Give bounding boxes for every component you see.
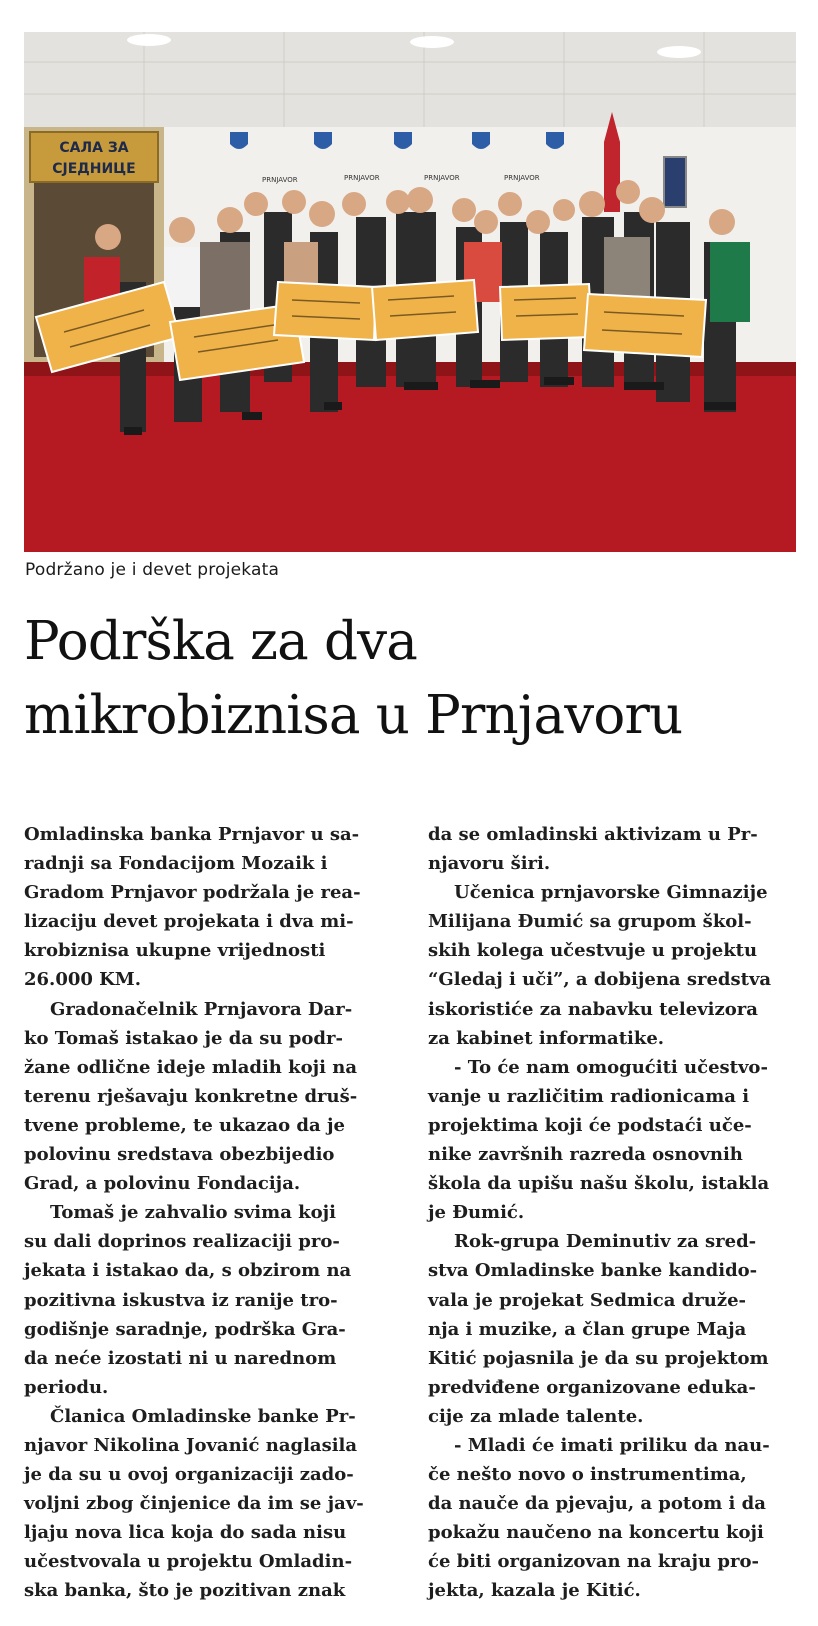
article-paragraph (24, 1198, 398, 1402)
article-paragraph (24, 1402, 398, 1606)
text-line: učestvovala u projektu Omladin- (24, 1551, 353, 1573)
text-line: Članica Omladinske banke Pr- (50, 1405, 356, 1427)
svg-text:PRNJAVOR: PRNJAVOR (424, 174, 460, 182)
text-line: periodu. (24, 1376, 109, 1398)
text-line: su dali doprinos realizaciji pro- (24, 1231, 340, 1253)
text-line: tvene probleme, te ukazao da je (24, 1114, 345, 1136)
text-line: terenu rješavaju konkretne druš- (24, 1085, 358, 1107)
text-line: predviđene organizovane eduka- (428, 1376, 756, 1398)
article-paragraph (428, 878, 802, 1053)
text-line: skih kolega učestvuje u projektu (428, 940, 758, 962)
headline-line: Podrška za dva (24, 611, 418, 672)
group-photo-illustration (24, 32, 796, 552)
article-headline (24, 605, 804, 753)
text-line: za kabinet informatike. (428, 1027, 665, 1049)
text-line: 26.000 KM. (24, 969, 141, 991)
text-line: vala je projekat Sedmica druže- (428, 1289, 746, 1311)
ceiling-light (657, 46, 701, 58)
text-line: da nauče da pjevaju, a potom i da (428, 1493, 766, 1515)
text-line: radnji sa Fondacijom Mozaik i (24, 853, 328, 875)
room-sign-line1: САЛА ЗА (59, 140, 129, 156)
text-line: žane odlične ideje mladih koji na (24, 1056, 357, 1078)
text-line: lizaciju devet projekata i dva mi- (24, 911, 354, 933)
svg-text:PRNJAVOR: PRNJAVOR (504, 174, 540, 182)
article-paragraph (428, 1227, 802, 1431)
text-line: pozitivna iskustva iz ranije tro- (24, 1289, 338, 1311)
photo-caption: Podržano je i devet projekata (25, 560, 280, 580)
text-line: njavor Nikolina Jovanić naglasila (24, 1434, 358, 1456)
text-line: Rok-grupa Deminutiv za sred- (454, 1231, 757, 1253)
text-line: jekata i istakao da, s obzirom na (24, 1260, 352, 1282)
headline-line: mikrobiznisa u Prnjavoru (24, 685, 683, 746)
text-line: - To će nam omogućiti učestvo- (454, 1056, 768, 1078)
text-line: voljni zbog činjenice da im se jav- (24, 1493, 364, 1515)
text-line: Grad, a polovinu Fondacija. (24, 1173, 301, 1195)
text-line: jekta, kazala je Kitić. (428, 1580, 641, 1602)
article-paragraph (428, 1053, 802, 1228)
article-photo (24, 32, 796, 552)
text-line: je Đumić. (428, 1202, 525, 1224)
text-line: krobiznisa ukupne vrijednosti (24, 940, 326, 962)
article-paragraph (24, 995, 398, 1199)
text-line: - Mladi će imati priliku da nau- (454, 1434, 770, 1456)
text-line: će biti organizovan na kraju pro- (428, 1551, 759, 1573)
text-line: ko Tomaš istakao je da su podr- (24, 1027, 343, 1049)
text-line: Omladinska banka Prnjavor u sa- (24, 824, 360, 845)
text-line: vanje u različitim radionicama i (428, 1085, 750, 1107)
text-line: nike završnih razreda osnovnih (428, 1144, 743, 1166)
text-line: škola da upišu našu školu, istakla (428, 1173, 770, 1195)
article-column-right (428, 820, 802, 1606)
text-line: pokažu naučeno na koncertu koji (428, 1522, 764, 1544)
ceiling-light (410, 36, 454, 48)
text-line: “Gledaj i uči”, a dobijena sredstva (428, 969, 772, 991)
svg-text:PRNJAVOR: PRNJAVOR (344, 174, 380, 182)
text-line: projektima koji će podstaći uče- (428, 1114, 752, 1136)
article-column-left (24, 820, 398, 1606)
room-sign-line2: СЈЕДНИЦЕ (52, 161, 136, 177)
text-line: stva Omladinske banke kandido- (428, 1260, 758, 1282)
article-paragraph (24, 820, 398, 995)
text-line: da se omladinski aktivizam u Pr- (428, 824, 758, 845)
text-line: nja i muzike, a član grupe Maja (428, 1318, 747, 1340)
text-line: godišnje saradnje, podrška Gra- (24, 1318, 346, 1340)
ceiling-light (127, 34, 171, 46)
text-line: ljaju nova lica koja do sada nisu (24, 1522, 347, 1544)
article-paragraph (428, 1431, 802, 1606)
text-line: Kitić pojasnila je da su projektom (428, 1347, 769, 1369)
svg-text:PRNJAVOR: PRNJAVOR (262, 176, 298, 184)
text-line: iskoristiće za nabavku televizora (428, 998, 758, 1020)
text-line: njavoru širi. (428, 853, 551, 875)
text-line: Učenica prnjavorske Gimnazije (454, 882, 768, 904)
text-line: če nešto novo o instrumentima, (428, 1464, 747, 1486)
text-line: Gradom Prnjavor podržala je rea- (24, 882, 361, 904)
text-line: da neće izostati ni u narednom (24, 1347, 337, 1369)
text-line: je da su u ovoj organizaciji zado- (24, 1464, 354, 1486)
text-line: ska banka, što je pozitivan znak (24, 1580, 346, 1602)
article-paragraph (428, 820, 802, 878)
text-line: polovinu sredstava obezbijedio (24, 1144, 335, 1166)
wall-frame (664, 157, 686, 207)
text-line: Milijana Đumić sa grupom škol- (428, 911, 752, 933)
text-line: cije za mlade talente. (428, 1405, 644, 1427)
text-line: Gradonačelnik Prnjavora Dar- (50, 998, 353, 1020)
text-line: Tomaš je zahvalio svima koji (50, 1202, 336, 1224)
